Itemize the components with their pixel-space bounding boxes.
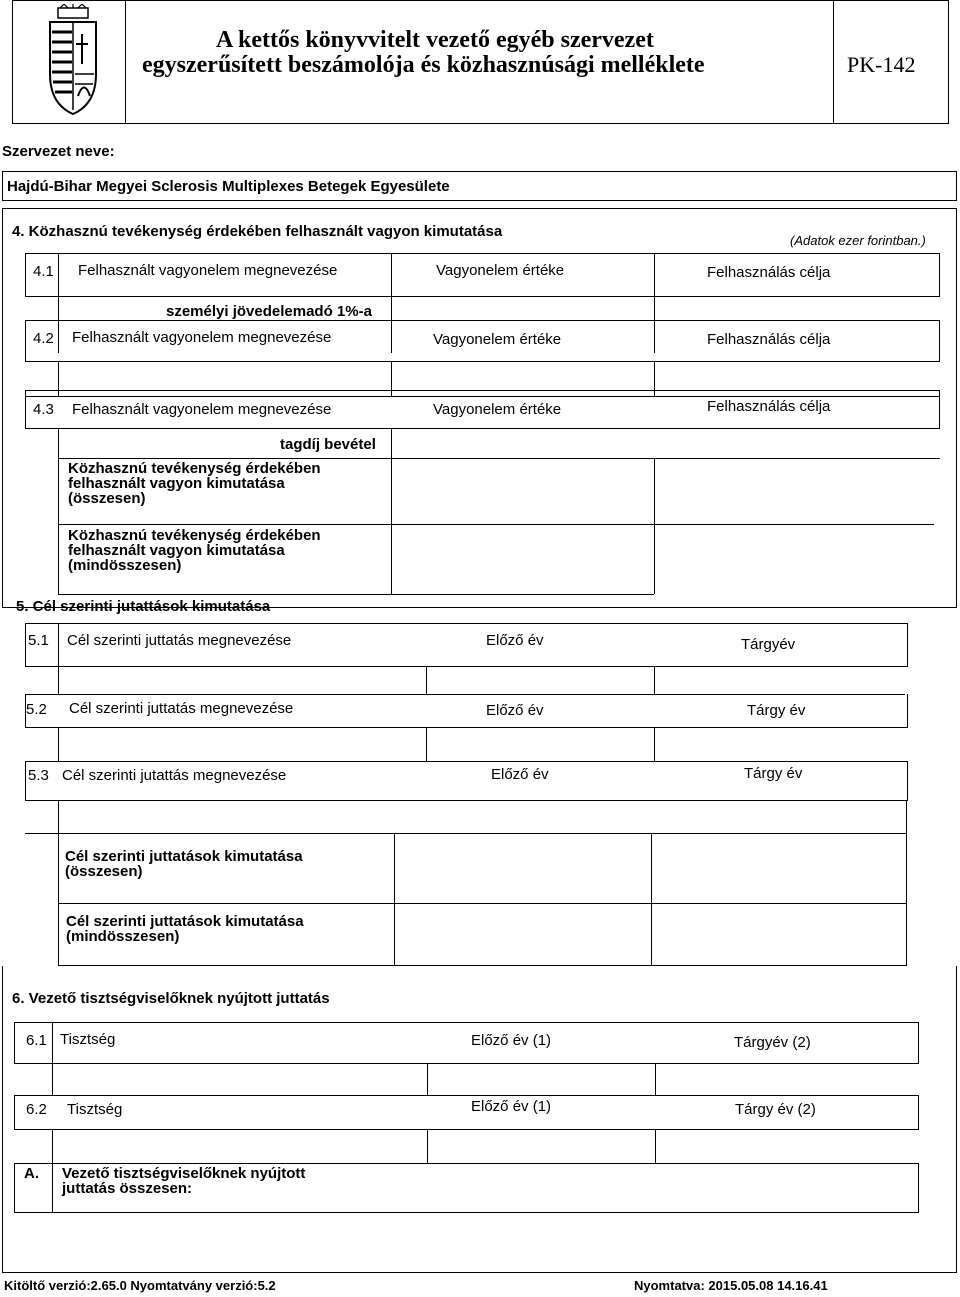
form-title-line2: egyszerűsített beszámolója és közhasznúsági melléklete [142, 52, 705, 78]
section6-total-label: Vezető tisztségviselőknek nyújtott juttatás összesen: [62, 1165, 306, 1197]
section5-grand-total-label: Cél szerinti juttatások kimutatása (mindösszesen) [66, 913, 304, 945]
unit-note: (Adatok ezer forintban.) [790, 233, 926, 248]
page-frame [2, 966, 957, 1273]
footer-version: Kitöltő verzió:2.65.0 Nyomtatvány verzió:5.2 [4, 1278, 276, 1293]
footer-printed: Nyomtatva: 2015.05.08 14.16.41 [634, 1278, 828, 1293]
section5-total-label: Cél szerinti juttatások kimutatása (összesen) [65, 848, 303, 880]
org-name: Hajdú-Bihar Megyei Sclerosis Multiplexes Betegek Egyesülete [7, 178, 450, 195]
section4-title: 4. Közhasznú tevékenység érdekében felhasznált vagyon kimutatása [12, 223, 503, 240]
row-4-3-entry: tagdíj bevétel [280, 436, 376, 453]
coat-of-arms-icon [38, 4, 108, 116]
row-4-1-entry: személyi jövedelemadó 1%-a [166, 303, 372, 320]
form-title-line1: A kettős könyvvitelt vezető egyéb szervezet [216, 27, 654, 53]
section4-total-label: Közhasznú tevékenység érdekében felhasznált vagyon kimutatása (összesen) [68, 460, 321, 507]
section5-title: 5. Cél szerinti jutattások kimutatása [16, 598, 271, 615]
section4-grand-total-label: Közhasznú tevékenység érdekében felhasznált vagyon kimutatása (mindösszesen) [68, 527, 321, 574]
section6-title: 6. Vezető tisztségviselőknek nyújtott juttatás [12, 990, 330, 1007]
form-code: PK-142 [847, 52, 916, 77]
org-label: Szervezet neve: [2, 143, 115, 160]
